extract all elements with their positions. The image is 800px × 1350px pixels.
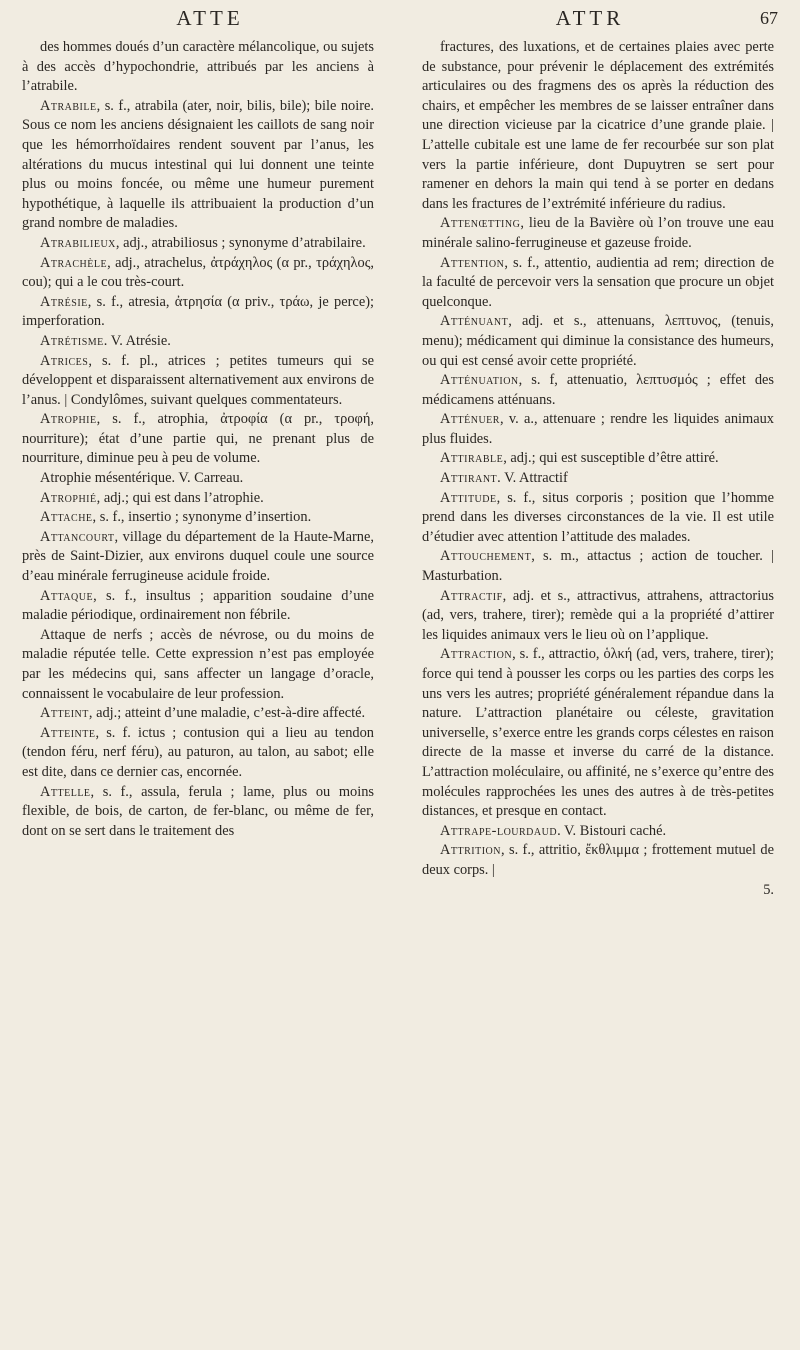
- entry-text: fractures, des luxations, et de certaines plaies avec perte de substance, pour prévenir le déplacement des extrémités articulaires ou des fragmens des os après la réduction des chairs, et empêcher les membres de se laisser entraîner dans une direction vicieuse par la cicatrice d’une grande plaie. | L’attelle cubitale est une lame de fer recourbée sur son plat vers la partie inférieure, dont Dupuytren se sert pour ramener en dehors la main qui tend à se porter en dedans dans les fractures de l’extrémité inférieure du radius.: [422, 39, 774, 212]
- entry-headword: Attirable: [440, 450, 504, 467]
- dictionary-entry: [22, 508, 374, 528]
- entry-text: , s. f. ictus ; contusion qui a lieu au tendon (tendon féru, nerf féru), au paturon, au talon, au sabot; elle est dite, dans ce dernier cas, encornée.: [22, 724, 374, 780]
- entry-headword: Atteinte: [40, 724, 96, 741]
- entry-text: , s. f., insertio ; synonyme d’insertion.: [92, 509, 312, 526]
- dictionary-entry: [22, 626, 374, 704]
- entry-headword: Atrabilieux: [40, 234, 116, 251]
- dictionary-entry: [22, 489, 374, 509]
- entry-headword: Atrabile: [40, 97, 97, 114]
- dictionary-entry: [22, 254, 374, 293]
- dictionary-entry: [22, 410, 374, 469]
- dictionary-entry: [422, 822, 774, 842]
- dictionary-entry: [22, 528, 374, 587]
- entry-headword: Attancourt: [40, 528, 115, 545]
- dictionary-entry: [22, 97, 374, 234]
- entry-headword: Attitude: [440, 489, 497, 506]
- entry-text: , s. f., attractio, ὁλκή (ad, vers, trahere, tirer); force qui tend à pousser les corps ou les parties des corps les uns vers les autres; propriété généralement répandue dans la nature. L’attraction planétaire ou céleste, gravitation universelle, s’exerce entre les grands corps célestes en raison directe de la masse et inverse du carré de la distance. L’attraction moléculaire, ou affinité, ne s’exerce qu’entre des molécules rapprochées les unes des autres à de très-petites distances, et presque en contact.: [422, 646, 774, 820]
- dictionary-entry: [422, 547, 774, 586]
- entry-headword: Attrape-lourdaud: [440, 822, 558, 839]
- entry-text: , s. f., attentio, audientia ad rem; direction de la faculté de percevoir vers la sensation que procure un objet quelconque.: [422, 254, 774, 310]
- dictionary-entry: [22, 332, 374, 352]
- entry-headword: Atténuer: [440, 411, 500, 428]
- entry-headword: Atrachèle: [40, 254, 108, 271]
- dictionary-entry: [22, 38, 374, 97]
- running-head-right: ATTR: [555, 6, 625, 30]
- entry-headword: Attache: [40, 509, 93, 526]
- entry-text: des hommes doués d’un caractère mélancolique, ou sujets à des accès d’hypochondrie, attribués par les anciens à l’atrabile.: [22, 39, 374, 95]
- signature-mark: 5.: [763, 881, 774, 898]
- entry-text: , adj., atrabiliosus ; synonyme d’atrabilaire.: [115, 234, 366, 251]
- entry-headword: Attenœtting: [440, 215, 521, 232]
- dictionary-entry: [422, 214, 774, 253]
- entry-text: , lieu de la Bavière où l’on trouve une eau minérale salino-ferrugineuse et gazeuse froide.: [422, 215, 774, 251]
- entry-text: , village du département de la Haute-Marne, près de Saint-Dizier, aux environs duquel coule une source d’eau minérale ferrugineuse acidule froide.: [22, 528, 374, 585]
- dictionary-entry: [22, 587, 374, 626]
- entry-headword: Attrition: [440, 842, 501, 859]
- entry-headword: Atrices: [40, 352, 89, 369]
- entry-text: , s. f., atrophia, ἀτροφία (α pr., τροφή, nourriture); état d’une partie qui, ne prenant plus de nourriture, diminue peu à peu de volume.: [22, 411, 374, 467]
- entry-headword: Attaque: [40, 587, 94, 604]
- entry-headword: Atrétisme: [40, 332, 104, 349]
- right-column: [422, 38, 774, 900]
- entry-text: , s. f., atrabila (ater, noir, bilis, bile); bile noire. Sous ce nom les anciens désignaient les caillots de sang noir que les hémorrhoïdaires rendent souvent par l’anus, les altérations du mucus intestinal qui lui donnent une teinte plus ou moins foncée, ou même une humeur purement hypothétique, à laquelle ils attribuaient la production d’un grand nombre de maladies.: [22, 97, 374, 232]
- dictionary-entry: [22, 704, 374, 724]
- dictionary-entry: [22, 293, 374, 332]
- entry-headword: Attraction: [440, 646, 513, 663]
- running-head-left: ATTE: [176, 6, 244, 30]
- dictionary-entry: [22, 234, 374, 254]
- dictionary-entry: [422, 38, 774, 214]
- dictionary-entry: [422, 587, 774, 646]
- entry-text: , s. f., insultus ; apparition soudaine d’une maladie périodique, ordinairement non fébrile.: [22, 587, 374, 624]
- dictionary-entry: [422, 841, 774, 880]
- entry-text: , s. f. pl., atrices ; petites tumeurs qui se développent et disparaissent alternativement aux environs de l’anus. | Condylômes, suivant quelques commentateurs.: [22, 352, 374, 408]
- entry-text: , s. f., assula, ferula ; lame, plus ou moins flexible, de bois, de carton, de fer-blanc, ou même de fer, dont on se sert dans le traitement des: [22, 783, 374, 839]
- entry-text: , adj., atrachelus, ἀτράχηλος (α pr., τράχηλος, cou); qui a le cou très-court.: [22, 254, 374, 291]
- left-column: [22, 38, 374, 841]
- entry-text: , v. a., attenuare ; rendre les liquides animaux plus fluides.: [422, 411, 774, 447]
- dictionary-entry: [422, 449, 774, 469]
- entry-text: Atrophie mésentérique. V. Carreau.: [40, 470, 244, 487]
- dictionary-entry: [22, 724, 374, 783]
- entry-text: Attaque de nerfs ; accès de névrose, ou du moins de maladie réputée telle. Cette expression n’est pas employée par les médecins qui, sans affecter un langage d’oracle, connaissent le vocabulaire de leur profession.: [22, 626, 374, 702]
- dictionary-entry: [22, 469, 374, 489]
- entry-headword: Atténuant: [440, 313, 509, 330]
- entry-text: , s. f., attritio, ἔκθλιμμα ; frottement mutuel de deux corps. |: [422, 842, 774, 878]
- entry-text: , s. m., attactus ; action de toucher. | Masturbation.: [422, 548, 774, 585]
- dictionary-entry: [422, 469, 774, 489]
- entry-headword: Attention: [440, 254, 505, 271]
- dictionary-entry: [422, 645, 774, 821]
- entry-text: . V. Attractif: [497, 470, 568, 487]
- entry-headword: Attractif: [440, 587, 503, 604]
- entry-text: , adj.; qui est dans l’atrophie.: [96, 489, 264, 506]
- entry-headword: Atrophie: [40, 411, 97, 428]
- dictionary-entry: [422, 312, 774, 371]
- entry-text: . V. Atrésie.: [103, 332, 171, 349]
- entry-headword: Atténuation: [440, 372, 519, 389]
- entry-text: , s. f., situs corporis ; position que l’homme prend dans les diverses circonstances de la vie. Il est utile d’étudier avec attention l’attitude des malades.: [422, 489, 774, 545]
- entry-headword: Attirant: [440, 470, 498, 487]
- dictionary-entry: [422, 254, 774, 313]
- entry-text: , adj.; qui est susceptible d’être attiré.: [503, 450, 719, 467]
- dictionary-entry: [22, 783, 374, 842]
- dictionary-entry: [422, 489, 774, 548]
- entry-text: , adj. et s., attractivus, attrahens, attractorius (ad, vers, trahere, tirer); remède qui a la propriété d’attirer les liquides animaux vers le lieu où on l’applique.: [422, 587, 774, 643]
- page-number: 67: [760, 8, 778, 28]
- entry-headword: Attouchement: [440, 548, 532, 565]
- entry-text: . V. Bistouri caché.: [557, 822, 667, 839]
- dictionary-entry: [22, 352, 374, 411]
- dictionary-entry: [422, 371, 774, 410]
- entry-headword: Atteint: [40, 705, 89, 722]
- entry-headword: Attelle: [40, 783, 91, 800]
- entry-text: , s. f., atresia, ἀτρησία (α priv., τράω, je perce); imperforation.: [22, 293, 374, 330]
- entry-text: , adj. et s., attenuans, λεπτυνος, (tenuis, menu); médicament qui diminue la consistance des humeurs, ou qui est censé avoir cette propriété.: [422, 313, 774, 369]
- dictionary-entry: [422, 410, 774, 449]
- entry-text: , adj.; atteint d’une maladie, c’est-à-dire affecté.: [88, 705, 366, 722]
- entry-headword: Atrésie: [40, 293, 88, 310]
- entry-text: , s. f, attenuatio, λεπτυσμός ; effet des médicamens atténuans.: [422, 372, 774, 408]
- entry-headword: Atrophié: [40, 489, 97, 506]
